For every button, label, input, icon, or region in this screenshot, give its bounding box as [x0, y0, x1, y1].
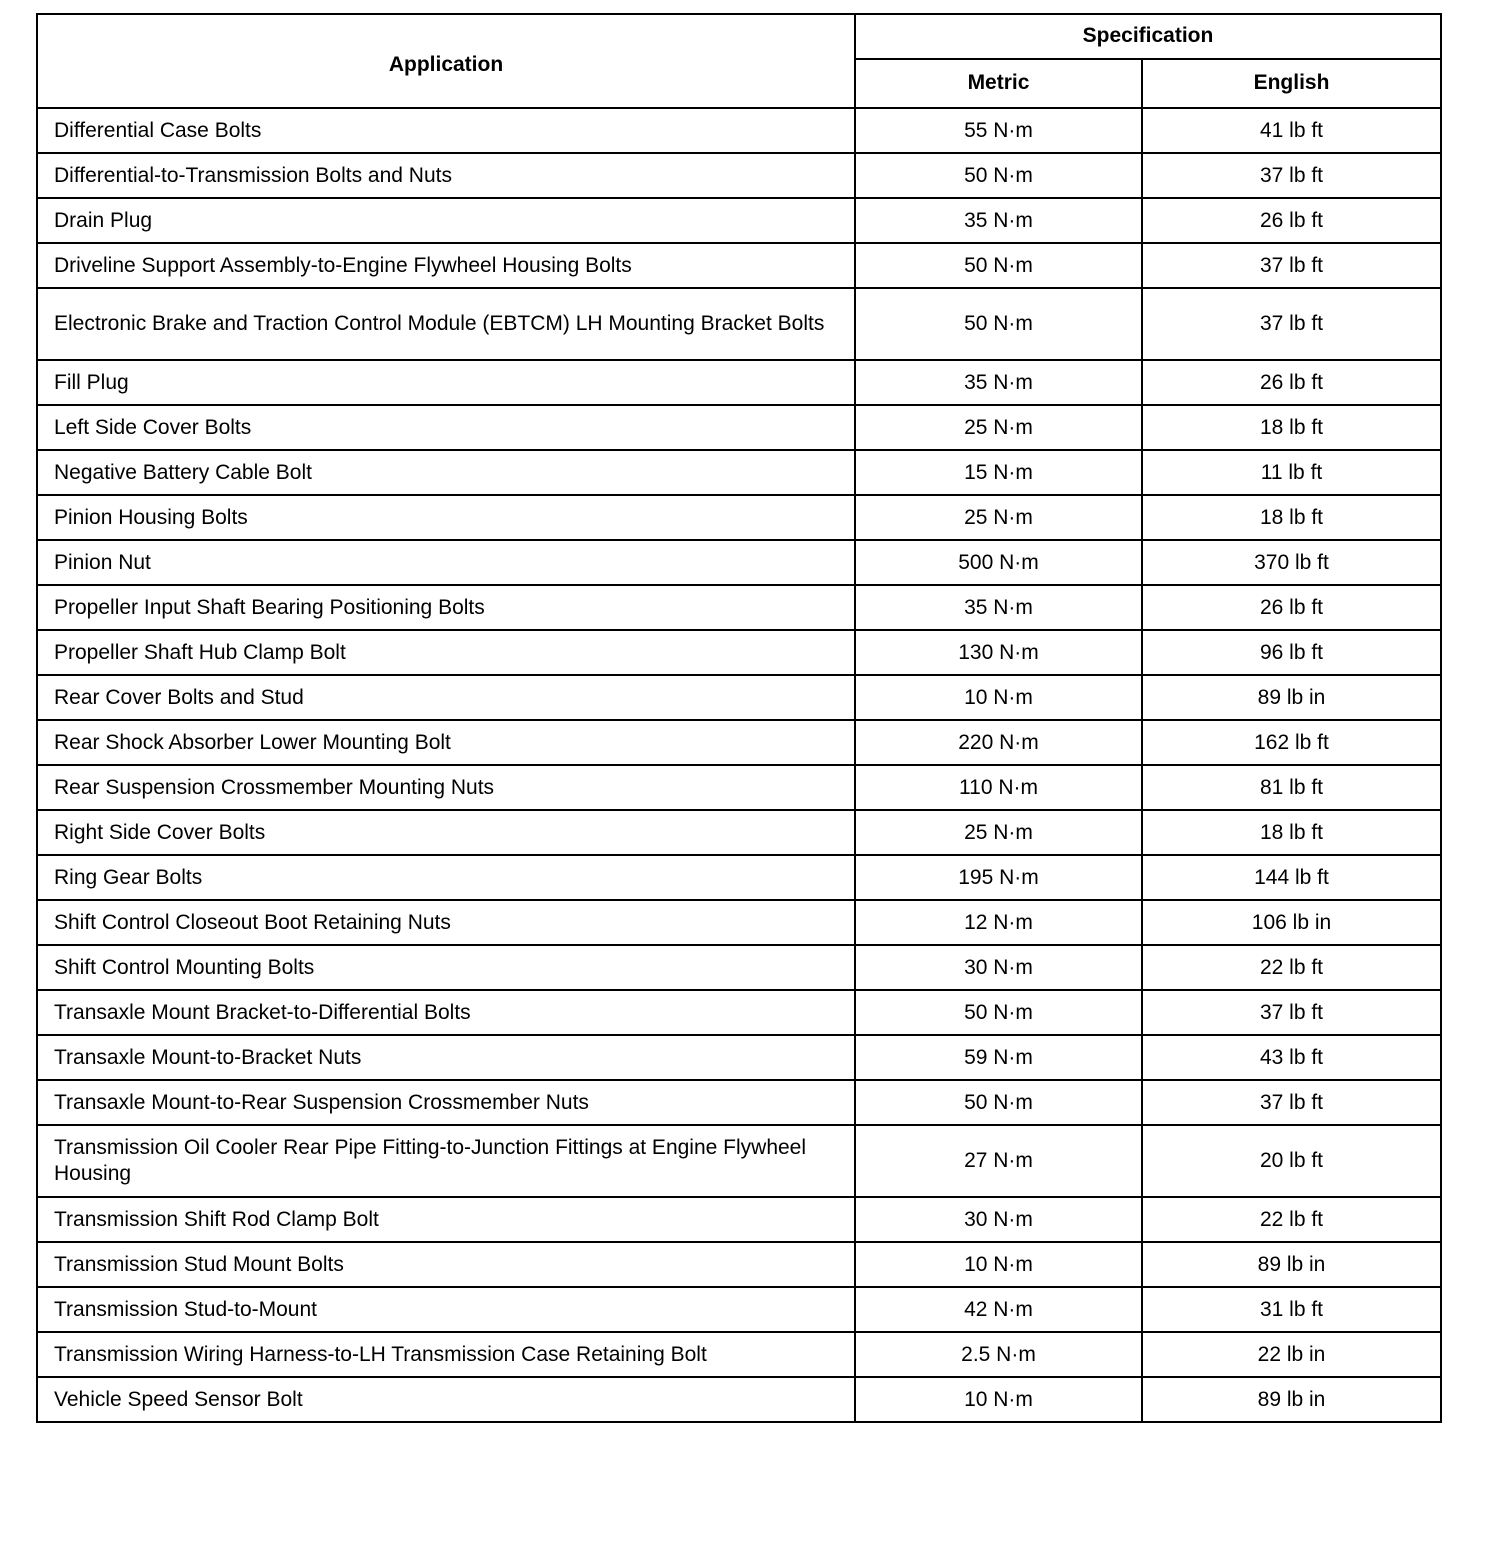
application-cell: Rear Shock Absorber Lower Mounting Bolt	[37, 720, 855, 765]
application-cell: Drain Plug	[37, 198, 855, 243]
application-cell: Transmission Stud Mount Bolts	[37, 1242, 855, 1287]
application-cell: Pinion Housing Bolts	[37, 495, 855, 540]
metric-cell: 27 N·m	[855, 1125, 1142, 1197]
english-cell: 22 lb in	[1142, 1332, 1441, 1377]
torque-specification-table	[36, 13, 1442, 1423]
table-row	[37, 810, 1441, 855]
application-cell: Differential Case Bolts	[37, 108, 855, 153]
application-cell: Transaxle Mount-to-Bracket Nuts	[37, 1035, 855, 1080]
table-row	[37, 288, 1441, 360]
metric-cell: 10 N·m	[855, 1242, 1142, 1287]
metric-cell: 500 N·m	[855, 540, 1142, 585]
application-cell: Transmission Oil Cooler Rear Pipe Fitting-to-Junction Fittings at Engine Flywheel Housing	[37, 1125, 855, 1197]
table-row	[37, 585, 1441, 630]
application-cell: Fill Plug	[37, 360, 855, 405]
header-application: Application	[37, 14, 855, 108]
metric-cell: 50 N·m	[855, 153, 1142, 198]
metric-cell: 2.5 N·m	[855, 1332, 1142, 1377]
metric-cell: 59 N·m	[855, 1035, 1142, 1080]
english-cell: 11 lb ft	[1142, 450, 1441, 495]
metric-cell: 12 N·m	[855, 900, 1142, 945]
table-row	[37, 1080, 1441, 1125]
english-cell: 37 lb ft	[1142, 1080, 1441, 1125]
metric-cell: 10 N·m	[855, 1377, 1142, 1422]
table-row	[37, 450, 1441, 495]
header-metric: Metric	[855, 59, 1142, 108]
english-cell: 26 lb ft	[1142, 198, 1441, 243]
application-cell: Transmission Stud-to-Mount	[37, 1287, 855, 1332]
table-row	[37, 1332, 1441, 1377]
table-row	[37, 675, 1441, 720]
table-row	[37, 360, 1441, 405]
english-cell: 43 lb ft	[1142, 1035, 1441, 1080]
metric-cell: 25 N·m	[855, 810, 1142, 855]
table-row	[37, 990, 1441, 1035]
application-cell: Rear Cover Bolts and Stud	[37, 675, 855, 720]
english-cell: 144 lb ft	[1142, 855, 1441, 900]
table-row	[37, 1287, 1441, 1332]
english-cell: 22 lb ft	[1142, 1197, 1441, 1242]
table-row	[37, 720, 1441, 765]
metric-cell: 50 N·m	[855, 243, 1142, 288]
metric-cell: 55 N·m	[855, 108, 1142, 153]
table-row	[37, 1125, 1441, 1197]
table-row	[37, 540, 1441, 585]
application-cell: Left Side Cover Bolts	[37, 405, 855, 450]
application-cell: Shift Control Mounting Bolts	[37, 945, 855, 990]
table-row	[37, 108, 1441, 153]
application-cell: Propeller Shaft Hub Clamp Bolt	[37, 630, 855, 675]
english-cell: 89 lb in	[1142, 1242, 1441, 1287]
application-cell: Differential-to-Transmission Bolts and Nuts	[37, 153, 855, 198]
table-row	[37, 945, 1441, 990]
metric-cell: 15 N·m	[855, 450, 1142, 495]
english-cell: 37 lb ft	[1142, 153, 1441, 198]
application-cell: Negative Battery Cable Bolt	[37, 450, 855, 495]
table-row	[37, 855, 1441, 900]
english-cell: 106 lb in	[1142, 900, 1441, 945]
english-cell: 31 lb ft	[1142, 1287, 1441, 1332]
table-row	[37, 1242, 1441, 1287]
english-cell: 41 lb ft	[1142, 108, 1441, 153]
table-row	[37, 495, 1441, 540]
metric-cell: 42 N·m	[855, 1287, 1142, 1332]
metric-cell: 50 N·m	[855, 1080, 1142, 1125]
english-cell: 18 lb ft	[1142, 405, 1441, 450]
metric-cell: 10 N·m	[855, 675, 1142, 720]
metric-cell: 50 N·m	[855, 288, 1142, 360]
metric-cell: 195 N·m	[855, 855, 1142, 900]
metric-cell: 130 N·m	[855, 630, 1142, 675]
metric-cell: 110 N·m	[855, 765, 1142, 810]
metric-cell: 35 N·m	[855, 360, 1142, 405]
header-english: English	[1142, 59, 1441, 108]
table-row	[37, 1035, 1441, 1080]
application-cell: Driveline Support Assembly-to-Engine Flywheel Housing Bolts	[37, 243, 855, 288]
metric-cell: 35 N·m	[855, 198, 1142, 243]
application-cell: Transaxle Mount Bracket-to-Differential Bolts	[37, 990, 855, 1035]
english-cell: 162 lb ft	[1142, 720, 1441, 765]
metric-cell: 25 N·m	[855, 405, 1142, 450]
english-cell: 37 lb ft	[1142, 243, 1441, 288]
table-row	[37, 630, 1441, 675]
table-row	[37, 900, 1441, 945]
application-cell: Propeller Input Shaft Bearing Positioning Bolts	[37, 585, 855, 630]
english-cell: 20 lb ft	[1142, 1125, 1441, 1197]
application-cell: Transaxle Mount-to-Rear Suspension Crossmember Nuts	[37, 1080, 855, 1125]
application-cell: Rear Suspension Crossmember Mounting Nuts	[37, 765, 855, 810]
application-cell: Transmission Wiring Harness-to-LH Transmission Case Retaining Bolt	[37, 1332, 855, 1377]
application-cell: Pinion Nut	[37, 540, 855, 585]
english-cell: 26 lb ft	[1142, 360, 1441, 405]
metric-cell: 30 N·m	[855, 945, 1142, 990]
application-cell: Vehicle Speed Sensor Bolt	[37, 1377, 855, 1422]
metric-cell: 30 N·m	[855, 1197, 1142, 1242]
english-cell: 37 lb ft	[1142, 288, 1441, 360]
english-cell: 96 lb ft	[1142, 630, 1441, 675]
english-cell: 89 lb in	[1142, 1377, 1441, 1422]
english-cell: 18 lb ft	[1142, 810, 1441, 855]
english-cell: 37 lb ft	[1142, 990, 1441, 1035]
application-cell: Transmission Shift Rod Clamp Bolt	[37, 1197, 855, 1242]
table-row	[37, 1377, 1441, 1422]
english-cell: 89 lb in	[1142, 675, 1441, 720]
table-row	[37, 243, 1441, 288]
metric-cell: 50 N·m	[855, 990, 1142, 1035]
metric-cell: 25 N·m	[855, 495, 1142, 540]
table-row	[37, 198, 1441, 243]
application-cell: Electronic Brake and Traction Control Module (EBTCM) LH Mounting Bracket Bolts	[37, 288, 855, 360]
english-cell: 18 lb ft	[1142, 495, 1441, 540]
english-cell: 26 lb ft	[1142, 585, 1441, 630]
english-cell: 370 lb ft	[1142, 540, 1441, 585]
english-cell: 22 lb ft	[1142, 945, 1441, 990]
table-row	[37, 153, 1441, 198]
metric-cell: 220 N·m	[855, 720, 1142, 765]
english-cell: 81 lb ft	[1142, 765, 1441, 810]
header-specification: Specification	[855, 14, 1441, 59]
table-row	[37, 405, 1441, 450]
application-cell: Shift Control Closeout Boot Retaining Nuts	[37, 900, 855, 945]
application-cell: Ring Gear Bolts	[37, 855, 855, 900]
metric-cell: 35 N·m	[855, 585, 1142, 630]
table-row	[37, 1197, 1441, 1242]
application-cell: Right Side Cover Bolts	[37, 810, 855, 855]
table-row	[37, 765, 1441, 810]
